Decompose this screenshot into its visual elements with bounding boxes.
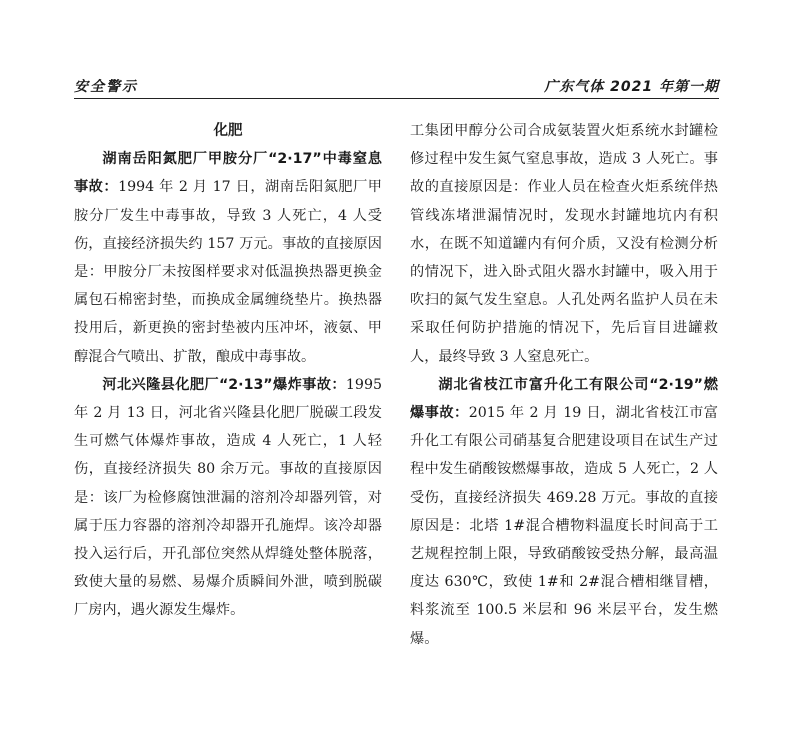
paragraph-hunan-incident xyxy=(74,145,382,371)
right-column xyxy=(410,117,718,653)
paragraph-lead: 河北兴隆县化肥厂“2·13”爆炸事故： xyxy=(102,376,346,393)
paragraph-lead: 湖南岳阳氮肥厂甲胺分厂“2·17”中毒窒息事故： xyxy=(74,151,382,196)
header-section-label: 安全警示 xyxy=(74,79,138,95)
paragraph-body: 1995 年 2 月 13 日，河北省兴隆县化肥厂脱碳工段发生可燃气体爆炸事故，造成 4 人死亡，1 人轻伤，直接经济损失 80 余万元。事故的直接原因是：该厂为检修腐蚀泄漏的溶剂冷却器列管，对属于压力容器的溶剂冷却器开孔施焊。该冷却器投入运行后，开孔部位突然从焊缝处整体脱落，致使大量的易燃、易爆介质瞬间外泄，喷到脱碳厂房内，遇火源发生爆炸。 xyxy=(74,376,382,619)
paragraph-hubei-incident xyxy=(410,371,718,653)
paragraph-lead: 湖北省枝江市富升化工有限公司“2·19”燃爆事故： xyxy=(410,376,718,422)
section-title: 化肥 xyxy=(213,123,243,139)
paragraph-body: 1994 年 2 月 17 日，湖南岳阳氮肥厂甲胺分厂发生中毒事故，导致 3 人死亡，4 人受伤，直接经济损失约 157 万元。事故的直接原因是：甲胺分厂未按图样要求对低温换热器更换金属包石棉密封垫，而换成金属缠绕垫片。换热器投用后，新更换的密封垫被内压冲坏，液氨、甲醇混合气喷出、扩散，酿成中毒事故。 xyxy=(74,179,382,365)
paragraph-body: 2015 年 2 月 19 日，湖北省枝江市富升化工有限公司硝基复合肥建设项目在试生产过程中发生硝酸铵燃爆事故，造成 5 人死亡，2 人受伤，直接经济损失 469.28 万元。事故的直接原因是：北塔 1#混合槽物料温度长时间高于工艺规程控制上限，导致硝酸铵受热分解，最高温度达 630℃，致使 1#和 2#混合槽相继冒槽，料浆流至 100.5 米层和 96 米层平台，发生燃爆。 xyxy=(410,405,718,647)
left-column xyxy=(74,117,382,625)
paragraph-hebei-incident xyxy=(74,371,382,625)
paragraph-continuation: 工集团甲醇分公司合成氨装置火炬系统水封罐检修过程中发生氮气窒息事故，造成 3 人死亡。事故的直接原因是：作业人员在检查火炬系统伴热管线冻堵泄漏情况时，发现水封罐地坑内有积水，在既不知道罐内有何介质，又没有检测分析的情况下，进入卧式阻火器水封罐中，吸入用于吹扫的氮气发生窒息。人孔处两名监护人员在未采取任何防护措施的情况下，先后盲目进罐救人，最终导致 3 人窒息死亡。 xyxy=(410,123,718,365)
page-header xyxy=(74,74,719,99)
header-journal-issue: 广东气体 2021 年第一期 xyxy=(544,79,719,95)
